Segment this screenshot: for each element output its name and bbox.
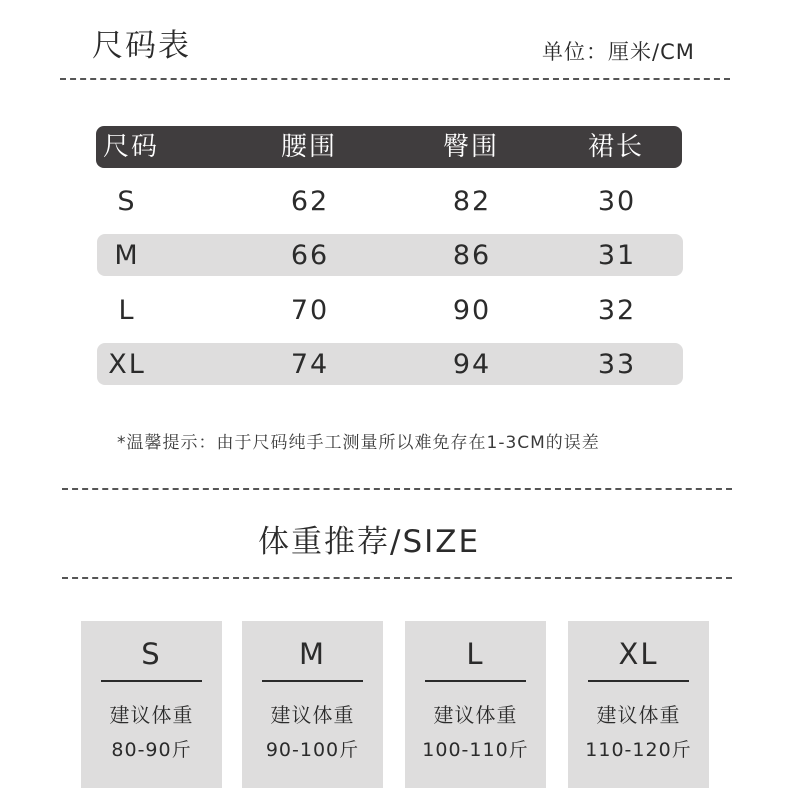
weight-card-s [81, 621, 222, 788]
length-cell: 31 [597, 240, 637, 271]
dashed-divider [62, 577, 732, 579]
measurement-note: *温馨提示：由于尺码纯手工测量所以难免存在1-3CM的误差 [117, 433, 600, 453]
size-cell: L [118, 295, 136, 326]
waist-cell: 66 [290, 240, 330, 271]
table-row [97, 343, 683, 385]
section-title: 体重推荐/SIZE [258, 524, 481, 560]
card-weight-range: 100-110斤 [422, 739, 529, 761]
card-divider [262, 680, 363, 682]
weight-card-l [405, 621, 546, 788]
card-weight-range: 110-120斤 [585, 739, 692, 761]
waist-cell: 74 [290, 349, 330, 380]
header-cell-hip: 臀围 [442, 132, 499, 162]
hip-cell: 86 [452, 240, 492, 271]
page-title: 尺码表 [92, 28, 191, 64]
card-label: 建议体重 [109, 703, 194, 727]
card-divider [588, 680, 689, 682]
card-label: 建议体重 [433, 703, 518, 727]
table-header [96, 126, 682, 168]
card-label: 建议体重 [596, 703, 681, 727]
header-cell-size: 尺码 [102, 132, 159, 162]
dashed-divider [60, 78, 730, 80]
waist-cell: 70 [290, 295, 330, 326]
hip-cell: 90 [452, 295, 492, 326]
card-size: S [141, 637, 162, 671]
length-cell: 32 [597, 295, 637, 326]
card-weight-range: 80-90斤 [111, 739, 192, 761]
table-row [97, 234, 683, 276]
header-cell-length: 裙长 [587, 132, 644, 162]
size-cell: XL [108, 349, 146, 380]
hip-cell: 82 [452, 186, 492, 217]
card-divider [101, 680, 202, 682]
dashed-divider [62, 488, 732, 490]
unit-label: 单位：厘米/CM [542, 40, 695, 64]
weight-card-xl [568, 621, 709, 788]
card-size: L [466, 637, 485, 671]
weight-card-m [242, 621, 383, 788]
card-weight-range: 90-100斤 [265, 739, 360, 761]
card-divider [425, 680, 526, 682]
table-row [97, 289, 683, 331]
card-size: XL [618, 637, 659, 671]
size-cell: M [114, 240, 140, 271]
card-size: M [298, 637, 327, 671]
hip-cell: 94 [452, 349, 492, 380]
card-label: 建议体重 [270, 703, 355, 727]
waist-cell: 62 [290, 186, 330, 217]
table-row [97, 180, 683, 222]
length-cell: 30 [597, 186, 637, 217]
length-cell: 33 [597, 349, 637, 380]
size-cell: S [117, 186, 137, 217]
header-cell-waist: 腰围 [280, 132, 337, 162]
